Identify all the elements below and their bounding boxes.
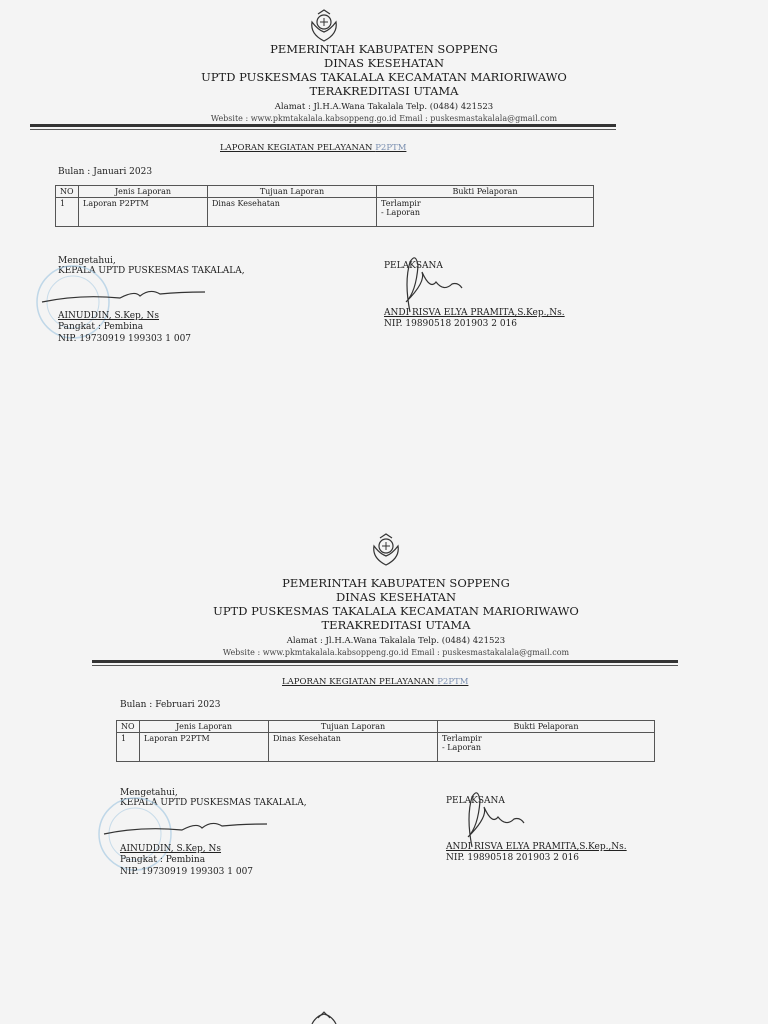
report-title [220,143,406,153]
table-header-row [117,721,655,733]
cell-bukti [377,198,594,227]
accreditation: TERAKREDITASI UTAMA [321,618,471,632]
report-sheet-january [0,0,768,400]
executor-signature-icon [458,787,528,849]
institution-name: UPTD PUSKESMAS TAKALALA KECAMATAN MARIORIWAWO [213,604,579,618]
report-code: P2PTM [437,677,469,687]
address: Alamat : Jl.H.A.Wana Takalala Telp. (0484) 421523 [286,636,506,646]
col-header-jenis: Jenis Laporan [79,186,208,198]
executor-nip: NIP. 19890518 201903 2 016 [446,853,580,863]
acknowledged-label: Mengetahui, [58,256,116,266]
head-rank: Pangkat : Pembina [120,855,206,865]
letterhead [0,42,768,124]
header-divider [30,124,616,127]
department-name: DINAS KESEHATAN [323,56,445,70]
report-table [55,185,594,227]
acknowledged-label: Mengetahui, [120,788,178,798]
department-name: DINAS KESEHATAN [335,590,457,604]
cell-bukti-line2: - Laporan [442,743,482,752]
cell-no: 1 [56,198,79,227]
executor-name: ANDI RISVA ELYA PRAMITA,S.Kep.,Ns. [446,842,627,852]
head-signature-icon [102,816,272,842]
cell-jenis: Laporan P2PTM [140,733,269,762]
head-name: AINUDDIN, S.Kep, Ns [58,311,160,321]
website-email: Website : www.pkmtakalala.kabsoppeng.go.id Email : puskesmastakalala@gmail.com [222,648,570,657]
accreditation: TERAKREDITASI UTAMA [309,84,459,98]
table-row [56,198,594,227]
head-signature-icon [40,284,210,310]
cell-bukti-line1: Terlampir [381,199,421,208]
report-title [282,677,468,687]
cell-bukti-line1: Terlampir [442,734,482,743]
table-header-row [56,186,594,198]
header-divider-thin [92,665,678,666]
col-header-tujuan: Tujuan Laporan [208,186,377,198]
report-month: Bulan : Februari 2023 [120,700,221,710]
cell-bukti-line2: - Laporan [381,208,421,217]
government-name: PEMERINTAH KABUPATEN SOPPENG [270,42,498,56]
report-month: Bulan : Januari 2023 [58,167,153,177]
head-name: AINUDDIN, S.Kep, Ns [120,844,222,854]
cell-tujuan: Dinas Kesehatan [208,198,377,227]
next-page-emblem-icon [306,1010,342,1024]
letterhead [12,576,768,658]
executor-label: PELAKSANA [384,261,443,271]
head-title: KEPALA UPTD PUSKESMAS TAKALALA, [120,798,307,808]
head-nip: NIP. 19730919 199303 1 007 [120,867,254,877]
col-header-no: NO [117,721,140,733]
col-header-tujuan: Tujuan Laporan [269,721,438,733]
col-header-no: NO [56,186,79,198]
executor-nip: NIP. 19890518 201903 2 016 [384,319,518,329]
head-title: KEPALA UPTD PUSKESMAS TAKALALA, [58,266,245,276]
cell-no: 1 [117,733,140,762]
head-nip: NIP. 19730919 199303 1 007 [58,334,192,344]
table-row [117,733,655,762]
col-header-jenis: Jenis Laporan [140,721,269,733]
website-email: Website : www.pkmtakalala.kabsoppeng.go.id Email : puskesmastakalala@gmail.com [210,114,558,123]
cell-jenis: Laporan P2PTM [79,198,208,227]
report-sheet-february [0,500,768,920]
cell-bukti [438,733,655,762]
header-divider [92,660,678,663]
header-divider-thin [30,129,616,130]
report-code: P2PTM [375,143,407,153]
executor-signature-icon [396,252,466,314]
executor-name: ANDI RISVA ELYA PRAMITA,S.Kep.,Ns. [384,308,565,318]
institution-name: UPTD PUSKESMAS TAKALALA KECAMATAN MARIORIWAWO [201,70,567,84]
regency-emblem-icon [306,8,342,44]
address: Alamat : Jl.H.A.Wana Takalala Telp. (0484) 421523 [274,102,494,112]
head-rank: Pangkat : Pembina [58,322,144,332]
report-title-text: LAPORAN KEGIATAN PELAYANAN [282,677,435,687]
report-title-text: LAPORAN KEGIATAN PELAYANAN [220,143,373,153]
report-table [116,720,655,762]
executor-label: PELAKSANA [446,796,505,806]
government-name: PEMERINTAH KABUPATEN SOPPENG [282,576,510,590]
col-header-bukti: Bukti Pelaporan [438,721,655,733]
regency-emblem-icon [368,532,404,568]
cell-tujuan: Dinas Kesehatan [269,733,438,762]
col-header-bukti: Bukti Pelaporan [377,186,594,198]
